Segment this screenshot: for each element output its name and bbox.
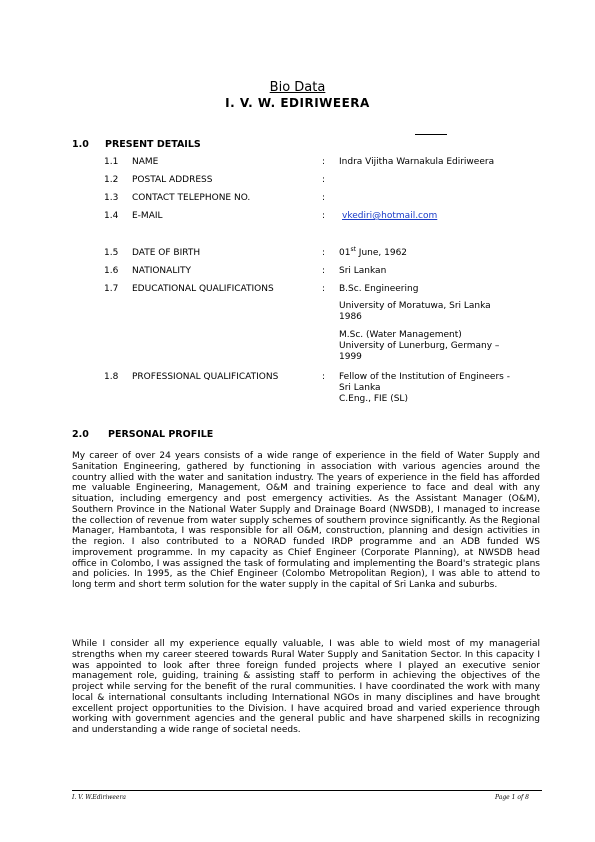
detail-colon: : xyxy=(322,175,326,185)
detail-row-education xyxy=(0,283,595,295)
person-name-heading: I. V. W. EDIRIWEERA xyxy=(225,96,370,110)
detail-row-nationality xyxy=(0,265,595,277)
detail-row-name xyxy=(0,156,595,168)
section-number-present-details: 1.0 xyxy=(72,139,89,150)
education-line: University of Lunerburg, Germany – xyxy=(339,341,500,351)
detail-number: 1.3 xyxy=(104,193,119,203)
detail-colon: : xyxy=(322,266,326,276)
detail-value xyxy=(339,247,407,259)
detail-colon: : xyxy=(322,284,326,294)
detail-label: DATE OF BIRTH xyxy=(132,248,201,258)
detail-number: 1.4 xyxy=(104,211,119,221)
education-line: B.Sc. Engineering xyxy=(339,284,419,294)
detail-row-telephone xyxy=(0,192,595,204)
profile-paragraph: While I consider all my experience equally valuable, I was able to wield most of my managerial strengths when my career steered towards Rural Water Supply and Sanitation Sector. In this capacity I was appointed to look after three foreign funded projects where I played an executive senior management role, guiding, training & assisting staff to perform in achieving the objectives of the project while serving for the benefit of the rural communities. I have coordinated the work with many local & international consultants including International NGOs in many disciplines and have brought excellent project opportunities to the Division. I have acquired broad and varied experience through working with government agencies and the general public and have sharpened skills in recognizing and understanding a wide range of societal needs. xyxy=(72,639,540,735)
professional-line: Sri Lanka xyxy=(339,383,381,393)
detail-value: Sri Lankan xyxy=(339,266,387,276)
profile-paragraph: My career of over 24 years consists of a wide range of experience in the field of Water Supply and Sanitation Engineering, gathered by functioning in association with various agencies around the country allied with the water and sanitation industry. The years of experience in the field has afforded me valuable Engineering, Management, O&M and training experience to face and deal with any situation, including emergency and post emergency activities. As the Assistant Manager (O&M), Southern Province in the National Water Supply and Drainage Board (NWSDB), I managed to increase the collection of revenue from water supply schemes of southern province significantly. As the Regional Manager, Hambantota, I was responsible for all O&M, construction, planning and design activities in the region. I also contributed to a NORAD funded IRDP programme and an ADB funded WS improvement programme. In my capacity as Chief Engineer (Corporate Planning), at NWSDB head office in Colombo, I was assigned the task of formulating and implementing the Board's strategic plans and policies. In 1995, as the Chief Engineer (Colombo Metropolitan Region), I was able to attend to long term and short term solution for the water supply in the capital of Sri Lanka and suburbs. xyxy=(72,451,540,590)
email-link[interactable]: vkediri@hotmail.com xyxy=(342,211,438,221)
detail-colon: : xyxy=(322,193,326,203)
section-heading-personal-profile: PERSONAL PROFILE xyxy=(108,429,214,440)
dob-day: 01 xyxy=(339,248,351,258)
detail-number: 1.8 xyxy=(104,372,119,382)
detail-value: Indra Vijitha Warnakula Ediriweera xyxy=(339,157,495,167)
education-line: 1986 xyxy=(339,312,362,322)
education-line: University of Moratuwa, Sri Lanka xyxy=(339,301,491,311)
detail-label: CONTACT TELEPHONE NO. xyxy=(132,193,251,203)
professional-line: C.Eng., FIE (SL) xyxy=(339,394,408,404)
detail-number: 1.7 xyxy=(104,284,119,294)
detail-number: 1.5 xyxy=(104,248,119,258)
detail-colon: : xyxy=(322,372,326,382)
footer-page-number: Page 1 of 8 xyxy=(495,794,529,801)
section-heading-present-details: PRESENT DETAILS xyxy=(105,139,201,150)
dob-rest: June, 1962 xyxy=(355,248,408,258)
professional-line: Fellow of the Institution of Engineers - xyxy=(339,372,510,382)
dob-ordinal: st xyxy=(350,246,356,253)
footer-rule xyxy=(72,790,542,791)
document-title: Bio Data xyxy=(269,80,326,95)
detail-label: PROFESSIONAL QUALIFICATIONS xyxy=(132,372,279,382)
detail-number: 1.1 xyxy=(104,157,119,167)
detail-label: POSTAL ADDRESS xyxy=(132,175,213,185)
detail-row-date-of-birth xyxy=(0,247,595,259)
detail-label: E-MAIL xyxy=(132,211,163,221)
detail-colon: : xyxy=(322,248,326,258)
short-rule-divider xyxy=(415,134,447,135)
detail-label: EDUCATIONAL QUALIFICATIONS xyxy=(132,284,274,294)
detail-label: NAME xyxy=(132,157,159,167)
detail-number: 1.6 xyxy=(104,266,119,276)
detail-row-professional xyxy=(0,371,595,383)
detail-colon: : xyxy=(322,211,326,221)
education-line: M.Sc. (Water Management) xyxy=(339,330,462,340)
detail-colon: : xyxy=(322,157,326,167)
footer-author: I. V. W.Ediriweera xyxy=(72,794,126,801)
detail-label: NATIONALITY xyxy=(132,266,191,276)
detail-row-postal-address xyxy=(0,174,595,186)
section-number-personal-profile: 2.0 xyxy=(72,429,89,440)
detail-number: 1.2 xyxy=(104,175,119,185)
detail-row-email xyxy=(0,210,595,222)
education-line: 1999 xyxy=(339,352,362,362)
